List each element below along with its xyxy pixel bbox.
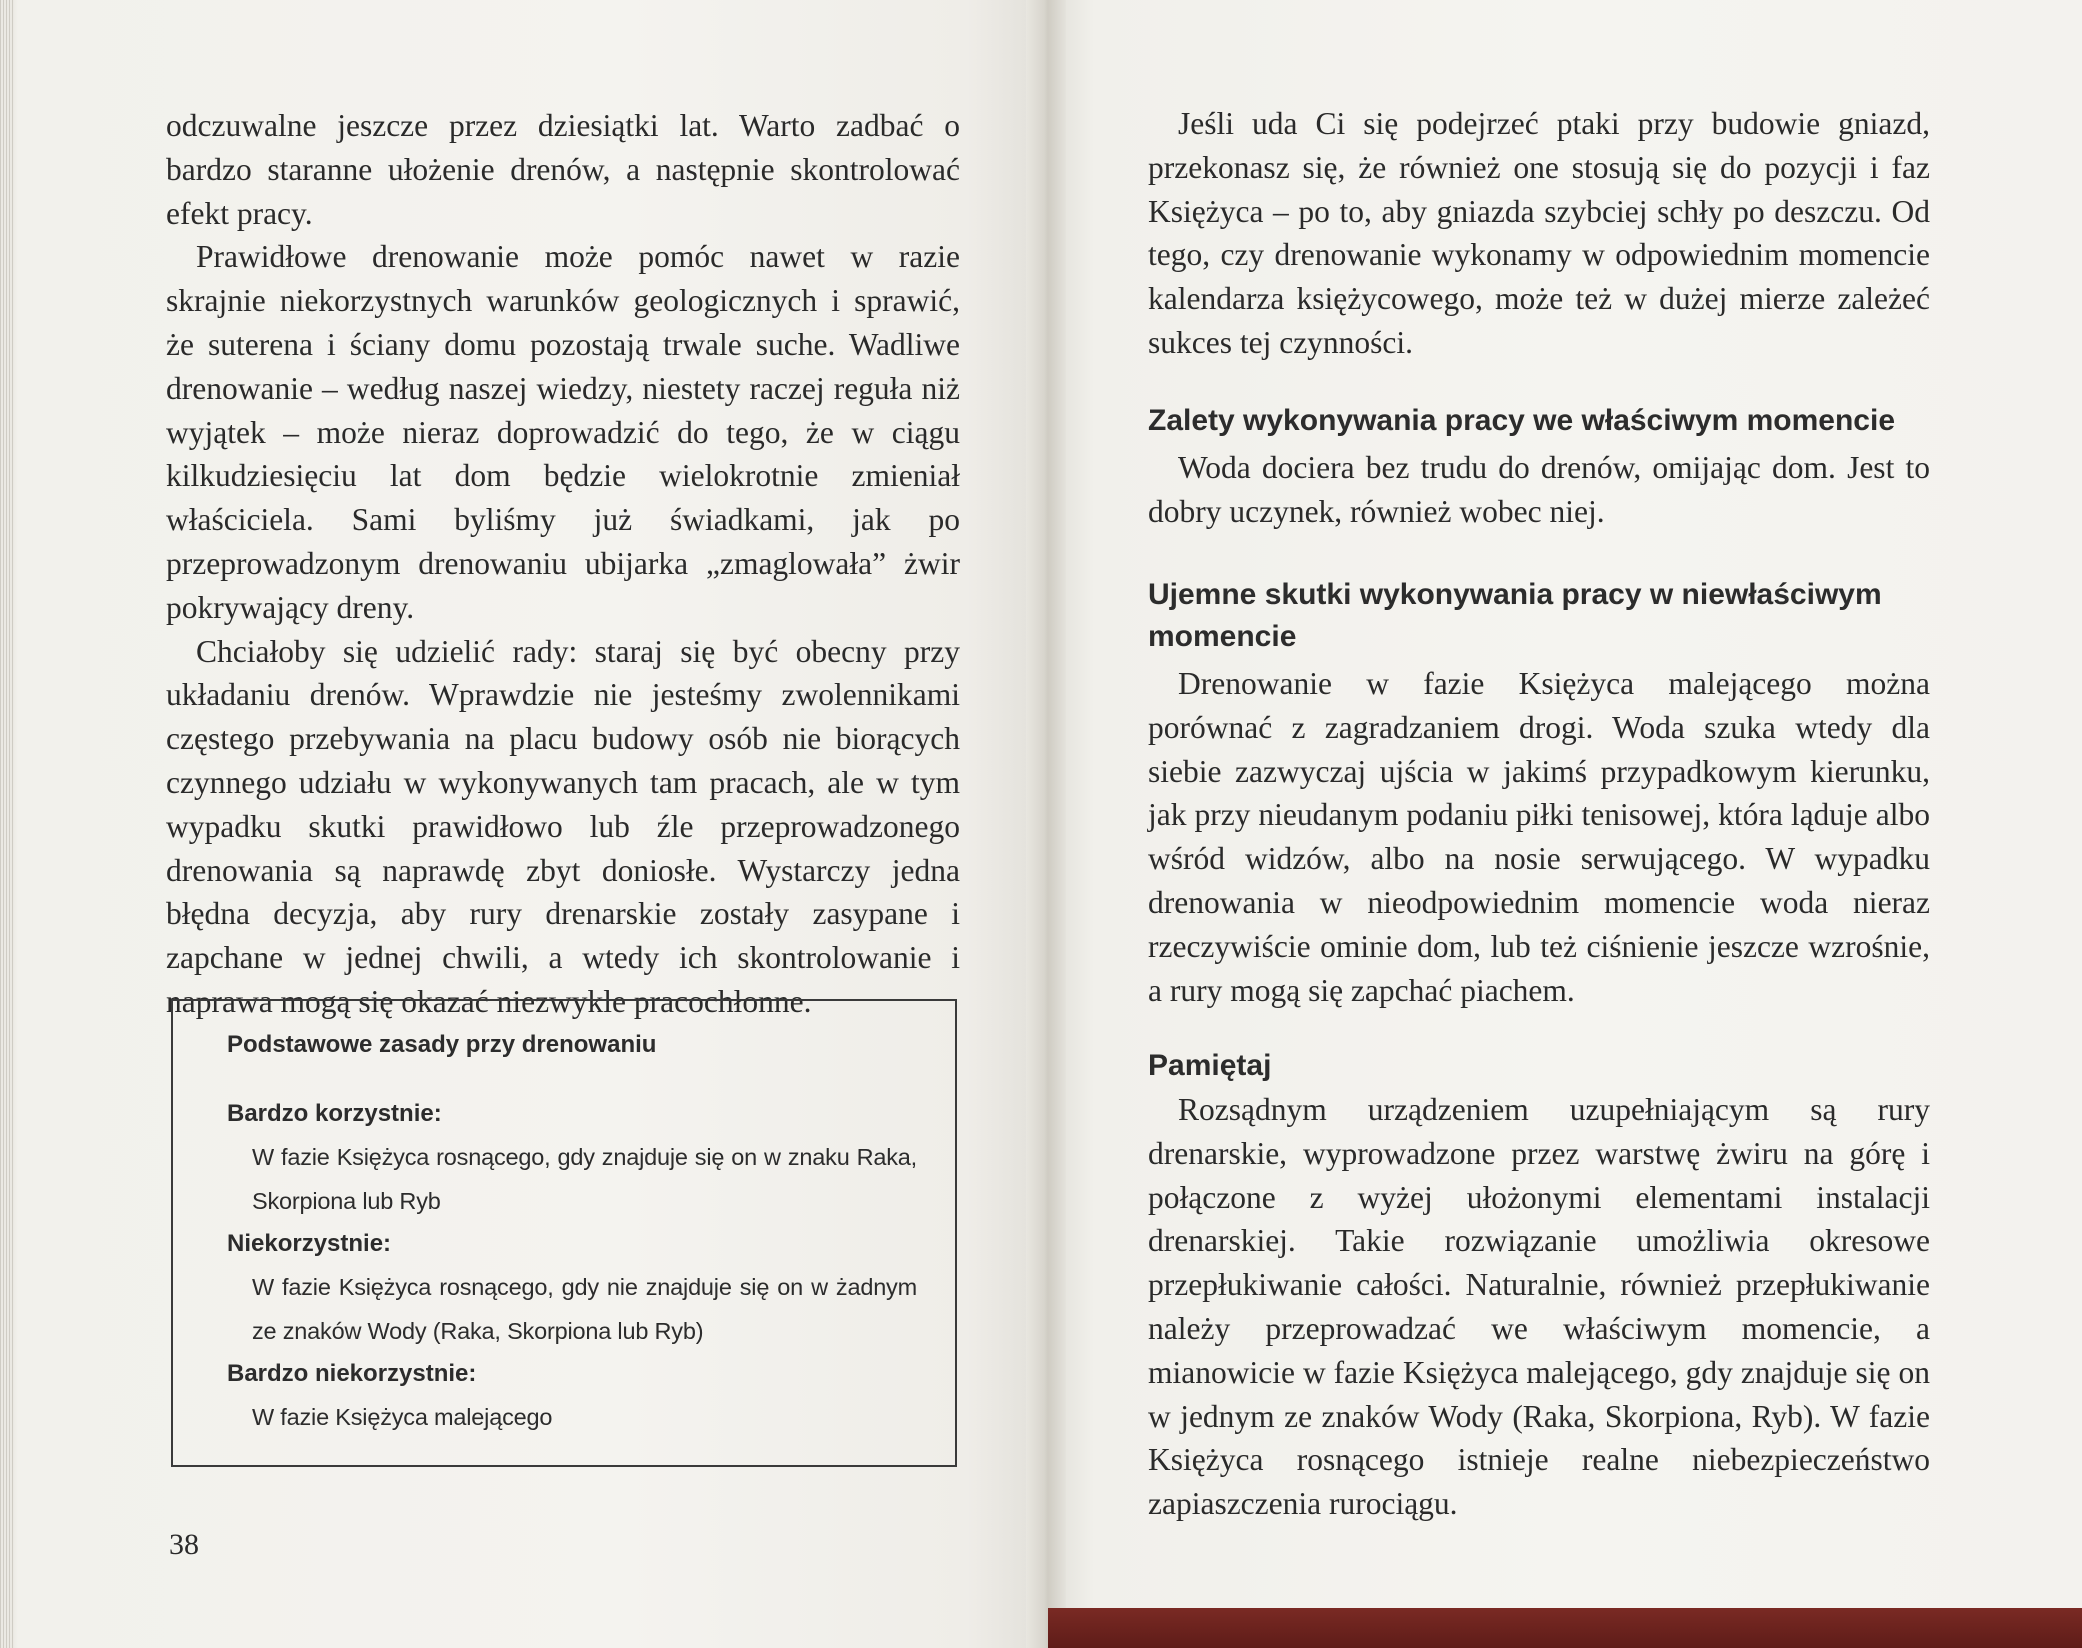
very-favorable-text: W fazie Księżyca rosnącego, gdy znajduje się on w znaku Raka, Skorpiona lub Ryb	[252, 1144, 917, 1214]
section-heading-remember: Pamiętaj	[1148, 1049, 1272, 1082]
section-advantages-body	[1148, 446, 1930, 534]
left-paragraph-3: Chciałoby się udzielić rady: staraj się być obecny przy układaniu drenów. Wprawdzie nie jesteśmy zwolennikami częstego przebywania na placu budowy osób nie biorących czynnego udziału w wykonywanych tam pracach, ale w tym wypadku skutki prawidłowo lub źle przeprowadzonego drenowania są naprawdę zbyt doniosłe. Wystarczy jedna błędna decyzja, aby rury drenarskie zostały zasypane i zapchane w jednej chwili, a wtedy ich skontrolowanie i naprawa mogą się okazać niezwykle pracochłonne.	[166, 633, 960, 1019]
book-cover-edge	[1048, 1608, 2082, 1648]
unfavorable-text: W fazie Księżyca rosnącego, gdy nie znajduje się on w żadnym ze znaków Wody (Raka, Skorpiona lub Ryb)	[252, 1274, 917, 1344]
very-unfavorable-text: W fazie Księżyca malejącego	[252, 1404, 553, 1430]
rules-box-title: Podstawowe zasady przy drenowaniu	[227, 1031, 657, 1058]
section-negative-body	[1148, 662, 1930, 1012]
left-paragraph-1: odczuwalne jeszcze przez dziesiątki lat. Warto zadbać o bardzo staranne ułożenie drenów, a następnie skontrolować efekt pracy.	[166, 108, 960, 231]
page-stack-edge	[0, 0, 14, 1648]
section-remember-body	[1148, 1088, 1930, 1526]
very-favorable-label: Bardzo korzystnie:	[227, 1100, 442, 1127]
very-unfavorable-label: Bardzo niekorzystnie:	[227, 1360, 477, 1387]
section-heading-negative-effects: Ujemne skutki wykonywania pracy w niewłaściwym momencie	[1148, 578, 1882, 653]
section-negative-text: Drenowanie w fazie Księżyca malejącego można porównać z zagradzaniem drogi. Woda szuka wtedy dla siebie zazwyczaj ujścia w jakimś przypadkowym kierunku, jak przy nieudanym podaniu piłki tenisowej, która ląduje albo wśród widzów, albo na nosie serwującego. W wypadku drenowania w nieodpowiednim momencie woda nieraz rzeczywiście ominie dom, lub też ciśnienie jeszcze wzrośnie, a rury mogą się zapchać piachem.	[1148, 666, 1930, 1008]
left-page-body	[166, 104, 960, 1024]
unfavorable-label: Niekorzystnie:	[227, 1230, 392, 1257]
left-paragraph-2: Prawidłowe drenowanie może pomóc nawet w razie skrajnie niekorzystnych warunków geologicznych i sprawić, że suterena i ściany domu pozostają trwale suche. Wadliwe drenowanie – według naszej wiedzy, niestety raczej reguła niż wyjątek – może nieraz doprowadzić do tego, że w ciągu kilkudziesięciu lat dom będzie wielokrotnie zmieniał właściciela. Sami byliśmy już świadkami, jak po przeprowadzonym drenowaniu ubijarka „zmaglowała” żwir pokrywający dreny.	[166, 239, 960, 625]
section-remember-text: Rozsądnym urządzeniem uzupełniającym są rury drenarskie, wyprowadzone przez warstwę żwiru na górę i połączone z wyżej ułożonymi elementami instalacji drenarskiej. Takie rozwiązanie umożliwia okresowe przepłukiwanie całości. Naturalnie, również przepłukiwanie należy przeprowadzać we właściwym momencie, a mianowicie w fazie Księżyca malejącego, gdy znajduje się on w jednym ze znaków Wody (Raka, Skorpiona, Ryb). W fazie Księżyca rosnącego istnieje realne niebezpieczeństwo zapiaszczenia rurociągu.	[1148, 1092, 1930, 1522]
page-number: 38	[169, 1528, 199, 1561]
section-heading-advantages: Zalety wykonywania pracy we właściwym momencie	[1148, 404, 1895, 437]
book-gutter	[1026, 0, 1066, 1648]
section-advantages-text: Woda dociera bez trudu do drenów, omijając dom. Jest to dobry uczynek, również wobec niej.	[1148, 450, 1930, 529]
rules-box-body	[227, 1093, 917, 1439]
right-intro-paragraph: Jeśli uda Ci się podejrzeć ptaki przy budowie gniazd, przekonasz się, że również one stosują się do pozycji i faz Księżyca – po to, aby gniazda szybciej schły po deszczu. Od tego, czy drenowanie wykonamy w odpowiednim momencie kalendarza księżycowego, może też w dużej mierze zależeć sukces tej czynności.	[1148, 106, 1930, 360]
rules-box	[171, 999, 957, 1467]
right-intro	[1148, 102, 1930, 365]
